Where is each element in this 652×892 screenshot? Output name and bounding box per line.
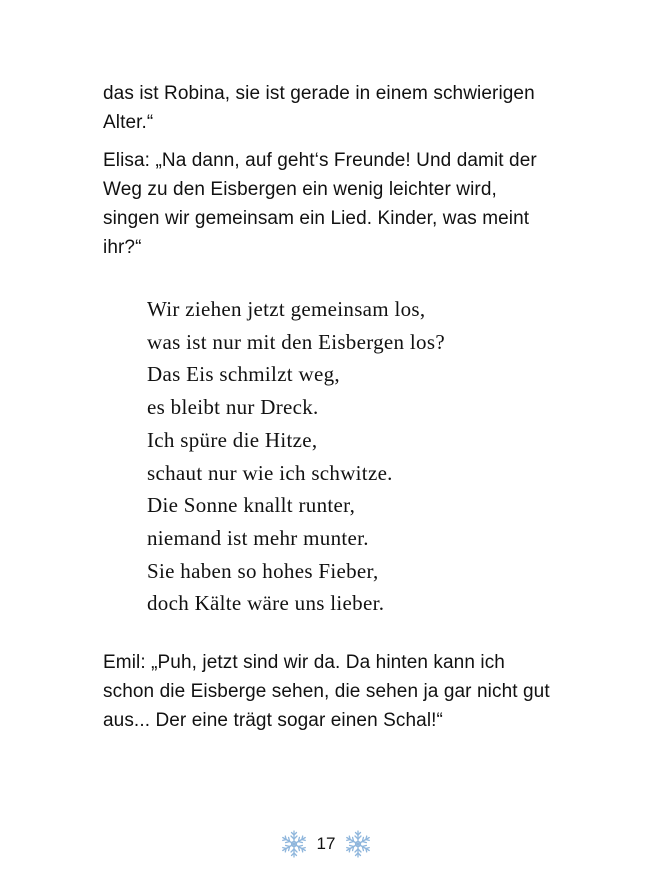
song-poem: [147, 293, 445, 620]
text-line: singen wir gemeinsam ein Lied. Kinder, was meint: [103, 208, 530, 229]
text-line: Alter.“: [103, 112, 154, 133]
snowflake-icon: [343, 829, 373, 859]
poem-line: Das Eis schmilzt weg,: [147, 362, 340, 387]
poem-line: Sie haben so hohes Fieber,: [147, 558, 379, 583]
text-line: Elisa: „Na dann, auf geht‘s Freunde! Und damit der: [103, 150, 537, 171]
text-line: schon die Eisberge sehen, die sehen ja gar nicht gut: [103, 681, 550, 702]
snowflake-icon: [279, 829, 309, 859]
poem-line: niemand ist mehr munter.: [147, 525, 369, 550]
text-line: ihr?“: [103, 237, 142, 258]
text-line: das ist Robina, sie ist gerade in einem schwierigen: [103, 83, 535, 104]
paragraph-emil: [103, 648, 573, 735]
text-line: Emil: „Puh, jetzt sind wir da. Da hinten kann ich: [103, 652, 505, 673]
poem-line: es bleibt nur Dreck.: [147, 395, 319, 420]
page-footer: [0, 826, 652, 862]
paragraph-robina: [103, 79, 573, 137]
page-number: 17: [316, 834, 336, 853]
poem-line: doch Kälte wäre uns lieber.: [147, 591, 385, 616]
poem-line: was ist nur mit den Eisbergen los?: [147, 329, 445, 354]
poem-line: Wir ziehen jetzt gemeinsam los,: [147, 297, 426, 321]
paragraph-elisa: [103, 146, 573, 262]
text-line: aus... Der eine trägt sogar einen Schal!“: [103, 710, 443, 731]
poem-line: schaut nur wie ich schwitze.: [147, 460, 393, 485]
poem-line: Ich spüre die Hitze,: [147, 427, 318, 452]
text-line: Weg zu den Eisbergen ein wenig leichter wird,: [103, 179, 497, 200]
poem-line: Die Sonne knallt runter,: [147, 493, 356, 518]
